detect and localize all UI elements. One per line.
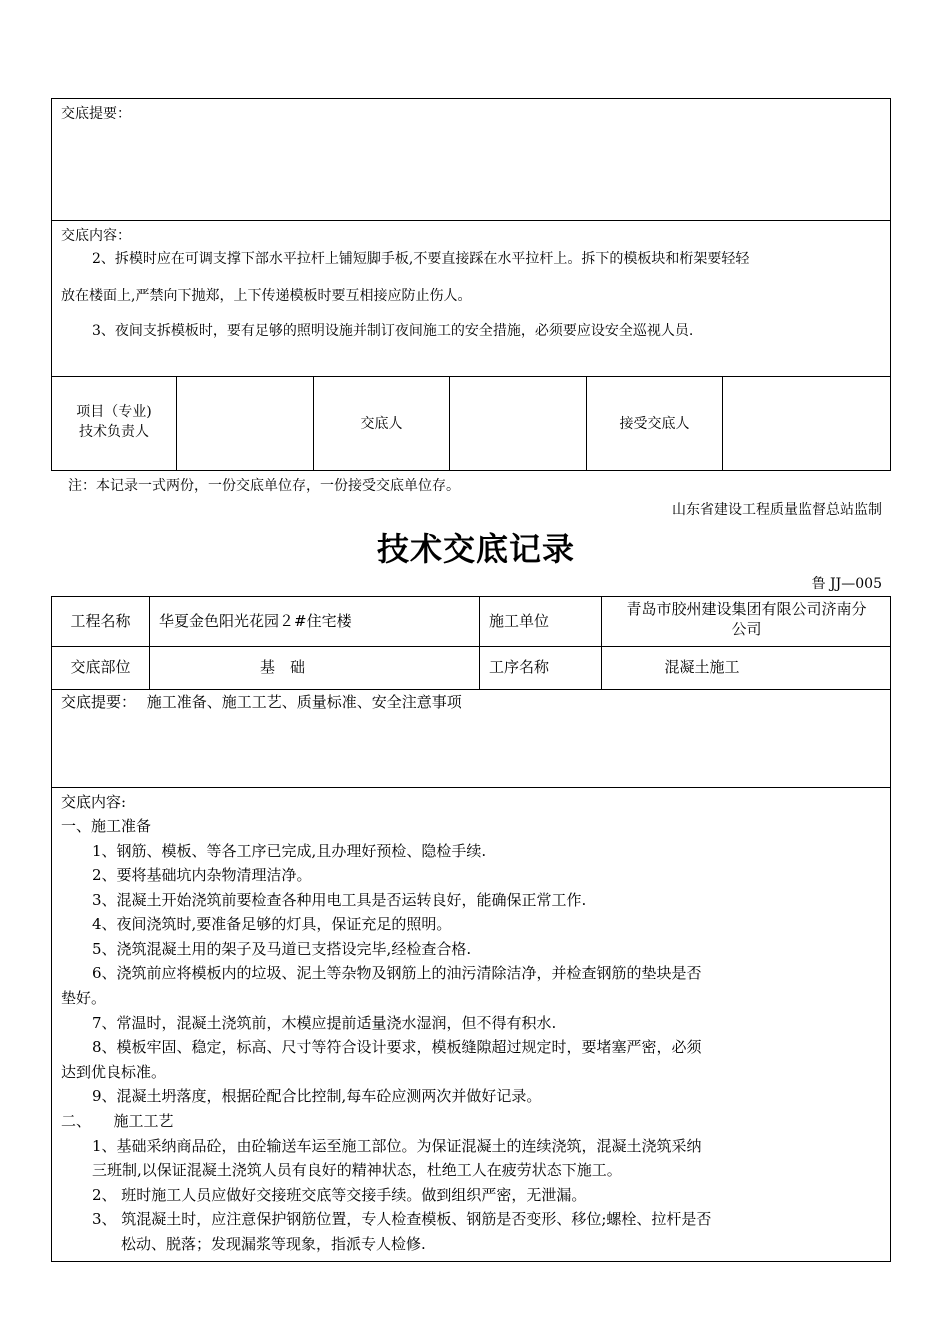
top-table (51, 98, 891, 471)
content-line: 1、钢筋、模板、等各工序已完成,且办理好预检、隐检手续. (92, 842, 487, 860)
top-table-col (449, 376, 450, 471)
contractor-line: 公司 (731, 620, 762, 638)
content-line: 垫好。 (61, 989, 107, 1007)
summary-text: 施工准备、施工工艺、质量标准、安全注意事项 (146, 693, 462, 711)
form-code: 鲁 JJ—005 (811, 576, 882, 592)
content-line: 6、浇筑前应将模板内的垃圾、泥土等杂物及钢筋上的油污清除洁净，并检查钢筋的垫块是否 (92, 964, 702, 982)
content-line: 7、常温时，混凝土浇筑前，木模应提前适量浇水湿润，但不得有积水. (92, 1014, 557, 1032)
content-line: 三班制,以保证混凝土浇筑人员有良好的精神状态，杜绝工人在疲劳状态下施工。 (92, 1161, 622, 1179)
process-value: 混凝土施工 (664, 658, 740, 676)
content-line: 8、模板牢固、稳定，标高、尺寸等符合设计要求，模板缝隙超过规定时，要堵塞严密，必须 (92, 1038, 702, 1056)
tech-lead-line: 项目（专业) (76, 404, 152, 420)
main-table-divider (51, 646, 891, 647)
content-line: 达到优良标准。 (61, 1063, 167, 1081)
contractor-line: 青岛市胶州建设集团有限公司济南分 (626, 600, 867, 618)
content-line: 2、要将基础坑内杂物清理洁净。 (92, 866, 312, 884)
project-name-label: 工程名称 (70, 612, 131, 630)
contractor-value (602, 599, 891, 639)
contractor-label: 施工单位 (489, 612, 550, 630)
content-line: 一、施工准备 (61, 817, 152, 835)
main-table-col (479, 596, 480, 689)
top-table-divider (51, 220, 891, 221)
process-label: 工序名称 (489, 658, 550, 676)
summary-row (61, 692, 462, 712)
content-line: 1、基础采纳商品砼，由砼输送车运至施工部位。为保证混凝土的连续浇筑，混凝土浇筑采纳 (92, 1137, 702, 1155)
top-table-divider (51, 376, 891, 377)
part-label: 交底部位 (70, 658, 131, 676)
receiver-label: 接受交底人 (619, 416, 690, 432)
content-line: 二、 施工工艺 (61, 1112, 174, 1130)
top-summary-label: 交底提要： (61, 106, 131, 122)
content-line: 3、 筑混凝土时，应注意保护钢筋位置，专人检查模板、钢筋是否变形、移位;螺栓、拉杆是否 (92, 1210, 712, 1228)
content-line: 4、夜间浇筑时,要准备足够的灯具，保证充足的照明。 (92, 915, 452, 933)
summary-label: 交底提要： (61, 693, 137, 711)
content-line: 松动、脱落；发现漏浆等现象，指派专人检修. (121, 1235, 426, 1253)
project-name-value: 华夏金色阳光花园２#住宅楼 (159, 612, 352, 630)
top-table-col (176, 376, 177, 471)
page-title: 技术交底记录 (376, 530, 575, 568)
part-value: 基 础 (259, 658, 305, 676)
top-content-line: 2、拆模时应在可调支撑下部水平拉杆上铺短脚手板,不要直接踩在水平拉杆上。拆下的模板块和桁架要轻轻 (92, 251, 750, 267)
top-table-col (722, 376, 723, 471)
top-content-label: 交底内容： (61, 228, 131, 244)
main-table-divider (51, 787, 891, 788)
supervisor-text: 山东省建设工程质量监督总站监制 (672, 502, 882, 518)
tech-lead-label (52, 402, 176, 442)
main-table-divider (51, 689, 891, 690)
top-content-line: 3、夜间支拆模板时，要有足够的照明设施并制订夜间施工的安全措施，必须要应设安全巡视人员. (92, 323, 694, 339)
handover-person-label: 交底人 (360, 416, 403, 432)
content-line: 2、 班时施工人员应做好交接班交底等交接手续。做到组织严密，无泄漏。 (92, 1186, 587, 1204)
content-line: 9、混凝土坍落度，根据砼配合比控制,每车砼应测两次并做好记录。 (92, 1087, 542, 1105)
content-line: 5、浇筑混凝土用的架子及马道已支搭设完毕,经检查合格. (92, 940, 472, 958)
record-note: 注：本记录一式两份，一份交底单位存，一份接受交底单位存。 (68, 478, 460, 494)
top-content-line: 放在楼面上,严禁向下抛郑，上下传递模板时要互相接应防止伤人。 (61, 288, 472, 304)
tech-lead-line: 技术负责人 (79, 424, 149, 440)
content-label: 交底内容: (61, 793, 127, 811)
content-line: 3、混凝土开始浇筑前要检查各种用电工具是否运转良好，能确保正常工作. (92, 891, 587, 909)
